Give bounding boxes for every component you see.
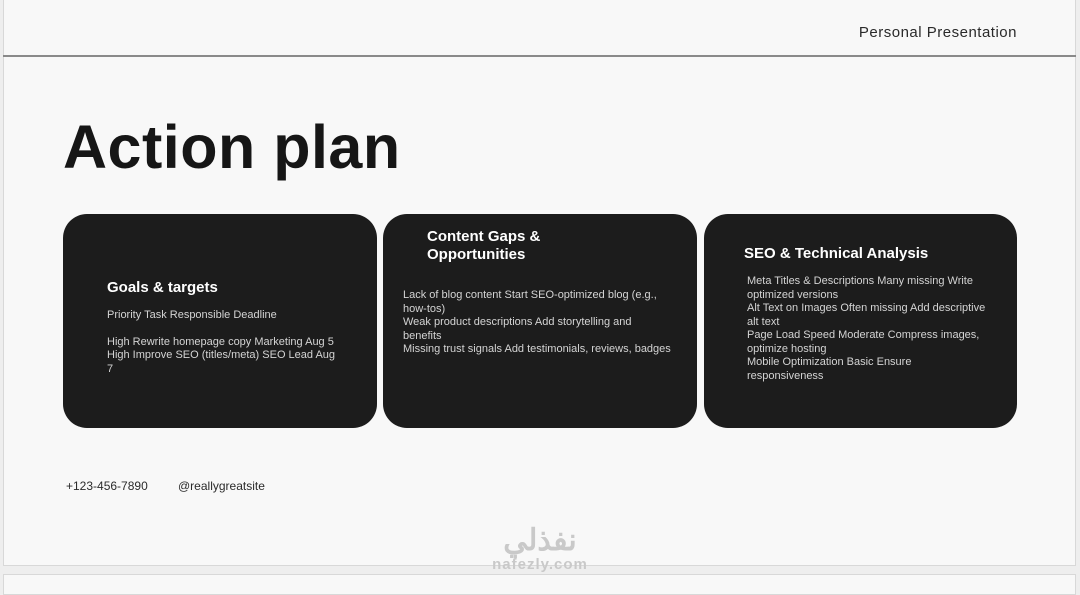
next-slide-edge <box>3 574 1076 595</box>
card-body <box>403 289 673 357</box>
card-line: High Improve SEO (titles/meta) SEO Lead Aug 7 <box>107 349 336 375</box>
card-heading: Content Gaps & Opportunities <box>427 228 541 263</box>
header-divider <box>3 55 1076 57</box>
card-body <box>107 309 337 376</box>
watermark-logo-text: نفذلي <box>503 524 577 557</box>
card-line: Lack of blog content Start SEO-optimized blog (e.g., how-tos) <box>403 289 657 315</box>
card-body <box>747 275 987 383</box>
card-line: Missing trust signals Add testimonials, reviews, badges <box>403 343 671 355</box>
card-goals-targets <box>63 214 377 428</box>
card-line: High Rewrite homepage copy Marketing Aug 5 <box>107 335 334 348</box>
card-line: Weak product descriptions Add storytelling and benefits <box>403 316 632 342</box>
page-title: Action plan <box>63 113 401 181</box>
header-label: Personal Presentation <box>858 24 1017 41</box>
card-line: Page Load Speed Moderate Compress images, optimize hosting <box>747 329 980 355</box>
footer-phone: +123-456-7890 <box>66 479 148 493</box>
card-line: Priority Task Responsible Deadline <box>107 309 277 321</box>
footer-handle: @reallygreatsite <box>178 479 265 493</box>
card-spacer <box>107 323 337 336</box>
card-heading: SEO & Technical Analysis <box>744 245 929 262</box>
card-content-gaps <box>383 214 697 428</box>
card-line: Mobile Optimization Basic Ensure responsiveness <box>747 356 912 382</box>
card-line: Alt Text on Images Often missing Add descriptive alt text <box>747 302 986 328</box>
card-seo-technical <box>704 214 1017 428</box>
watermark-url: nafezly.com <box>492 556 588 573</box>
card-line: Meta Titles & Descriptions Many missing Write optimized versions <box>747 275 973 301</box>
card-heading: Goals & targets <box>107 279 218 296</box>
watermark-logo <box>470 525 610 573</box>
